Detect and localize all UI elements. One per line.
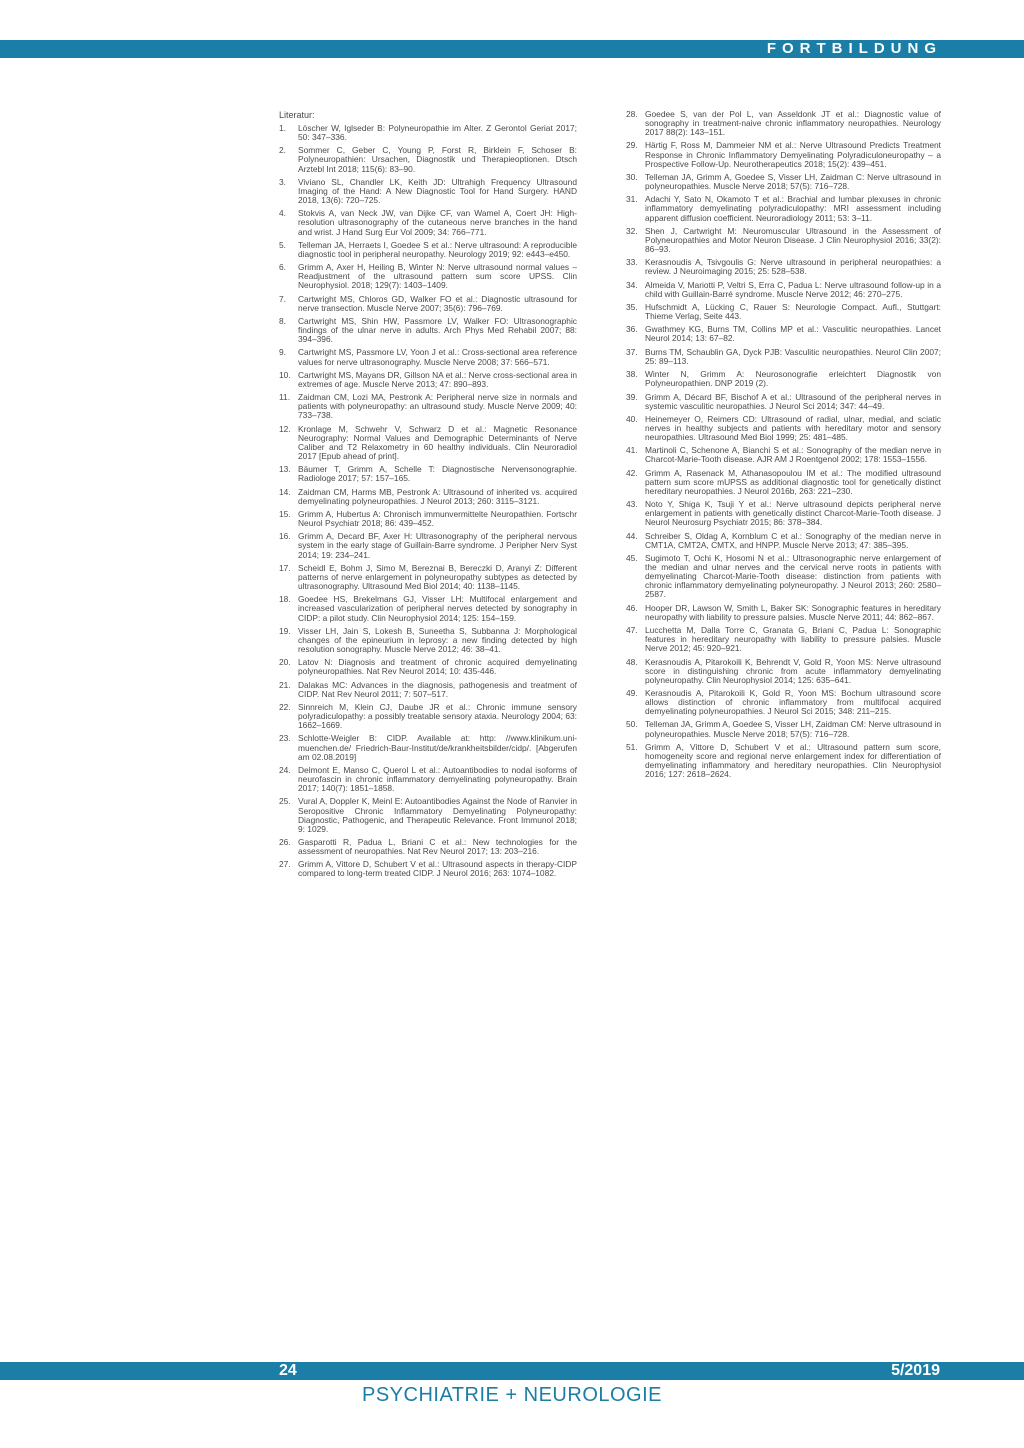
reference-item	[279, 564, 577, 591]
reference-number: 5.	[279, 239, 286, 250]
reference-item	[626, 415, 941, 442]
reference-item	[279, 860, 577, 878]
reference-item	[279, 393, 577, 420]
reference-text: Sinnreich M, Klein CJ, Daube JR et al.: Chronic immune sensory polyradiculopathy: a possibly treatable sensory ataxia. Neurology 2004; 63: 1662–1669.	[298, 702, 577, 731]
reference-text: Burns TM, Schaublin GA, Dyck PJB: Vasculitic neuropathies. Neurol Clin 2007; 25: 89–113.	[645, 346, 941, 366]
reference-item	[626, 348, 941, 366]
reference-item	[279, 797, 577, 833]
reference-item	[626, 554, 941, 599]
reference-number: 35.	[626, 302, 638, 312]
reference-text: Grimm A, Rasenack M, Athanasopoulou IM et al.: The modified ultrasound pattern sum score mUPSS as additional diagnostic tool for genetically distinct hereditary neuropathies. J Neurol 2016b, 263: 221–230.	[645, 467, 941, 496]
reference-number: 50.	[626, 719, 638, 730]
reference-number: 27.	[279, 859, 291, 870]
reference-text: Visser LH, Jain S, Lokesh B, Suneetha S, Subbanna J: Morphological changes of the epineurium in leprosy: a new finding detected by high resolution sonography. Muscle Nerve 2012; 46: 38–41.	[298, 625, 577, 654]
reference-text: Grimm A, Décard BF, Bischof A et al.: Ultrasound of the peripheral nerves in systemic vasculitic neuropathies. J Neurol Sci 2014; 347: 44–49.	[645, 391, 941, 411]
reference-text: Kronlage M, Schwehr V, Schwarz D et al.: Magnetic Resonance Neurography: Normal Values and Demographic Determinants of Nerve Caliber and T2 Relaxometry in 60 healthy individuals. Clin Neuroradiol 2017 [Epub ahead of print].	[298, 423, 577, 461]
references-column-left	[279, 110, 577, 883]
reference-number: 20.	[279, 657, 291, 668]
reference-text: Telleman JA, Grimm A, Goedee S, Visser LH, Zaidman CM: Nerve ultrasound in polyneuropathies. Muscle Nerve 2018; 57(5): 716–728.	[645, 719, 941, 739]
reference-item	[626, 446, 941, 464]
reference-number: 49.	[626, 688, 638, 698]
reference-text: Schreiber S, Oldag A, Kornblum C et al.: Sonography of the median nerve in CMT1A, CMT2A, CMTX, and HNPP. Muscle Nerve 2013; 47: 385–395.	[645, 530, 941, 550]
reference-text: Scheidl E, Bohm J, Simo M, Bereznai B, Bereczki D, Aranyi Z: Different patterns of nerve enlargement in polyneuropathy subtypes as detected by ultrasonography. Ultrasound Med Biol 2014; 40: 1138–1145.	[298, 562, 577, 592]
reference-item	[626, 141, 941, 168]
reference-number: 28.	[626, 109, 638, 119]
reference-item	[626, 500, 941, 527]
reference-number: 26.	[279, 836, 291, 847]
reference-item	[279, 838, 577, 856]
reference-text: Löscher W, Iglseder B: Polyneuropathie im Alter. Z Gerontol Geriat 2017; 50: 347–336.	[298, 123, 577, 143]
references-heading: Literatur:	[279, 110, 315, 120]
reference-text: Grimm A, Decard BF, Axer H: Ultrasonography of the peripheral nervous system in the early stage of Guillain-Barre syndrome. J Peripher Nerv Syst 2014; 19: 234–241.	[298, 531, 577, 560]
reference-item	[279, 658, 577, 676]
reference-text: Cartwright MS, Chloros GD, Walker FO et al.: Diagnostic ultrasound for nerve transection. Muscle Nerve 2007; 35(6): 796–769.	[298, 293, 577, 313]
reference-text: Schlotte-Weigler B: CIDP. Available at: http: //www.klinikum.uni-muenchen.de/ Friedrich-Baur-Institut/de/krankheitsbilder/cidp/. [Abgerufen am 02.08.2019]	[298, 733, 577, 762]
reference-item	[626, 110, 941, 137]
reference-number: 37.	[626, 346, 638, 357]
reference-item	[626, 626, 941, 653]
reference-item	[626, 325, 941, 343]
reference-text: Heinemeyer O, Reimers CD: Ultrasound of radial, ulnar, medial, and sciatic nerves in healthy subjects and patients with hereditary motor and sensory neuropathies. Ultrasound Med Biol 1999; 25: 481–485.	[645, 413, 941, 443]
reference-number: 7.	[279, 293, 286, 304]
reference-text: Gasparotti R, Padua L, Briani C et al.: New technologies for the assessment of neuropathies. Nat Rev Neurol 2017; 13: 203–216.	[298, 836, 577, 857]
reference-text: Latov N: Diagnosis and treatment of chronic acquired demyelinating polyneuropathies. Nat Rev Neurol 2014; 10: 435-446.	[298, 657, 577, 677]
section-label: FORTBILDUNG	[766, 40, 942, 57]
reference-number: 43.	[626, 499, 638, 510]
page-number: 24	[279, 1362, 297, 1379]
reference-item	[626, 743, 941, 779]
reference-text: Adachi Y, Sato N, Okamoto T et al.: Brachial and lumbar plexuses in chronic inflammatory demyelinating polyradiculopathy: MRI assessment including apparent diffusion coefficient. Neuroradiology 2011; 53: 3–11.	[645, 194, 941, 223]
reference-number: 15.	[279, 509, 291, 519]
reference-text: Hooper DR, Lawson W, Smith L, Baker SK: Sonographic features in hereditary neuropathy with liability to pressure palsies. Muscle Nerve 2011; 44: 862–867.	[645, 602, 941, 622]
reference-text: Almeida V, Mariotti P, Veltri S, Erra C, Padua L: Nerve ultrasound follow-up in a child with Guillain-Barré syndrome. Muscle Nerve 2012; 46: 270–275.	[645, 279, 941, 299]
reference-number: 38.	[626, 369, 638, 380]
reference-number: 31.	[626, 194, 638, 205]
reference-number: 47.	[626, 625, 638, 636]
reference-number: 44.	[626, 530, 638, 541]
reference-text: Telleman JA, Herraets I, Goedee S et al.: Nerve ultrasound: A reproducible diagnostic tool in peripheral neuropathy. Neurology 2019; 92: e443–e450.	[298, 239, 577, 259]
reference-number: 17.	[279, 562, 291, 573]
reference-item	[626, 370, 941, 388]
reference-item	[279, 348, 577, 366]
reference-text: Grimm A, Axer H, Heiling B, Winter N: Nerve ultrasound normal values – Readjustment of the ultrasound pattern sum score UPSS. Clin Neurophysiol. 2018; 129(7): 1403–1409.	[298, 262, 577, 291]
reference-number: 2.	[279, 145, 286, 156]
reference-item	[279, 317, 577, 344]
reference-text: Gwathmey KG, Burns TM, Collins MP et al.: Vasculitic neuropathies. Lancet Neurol 2014; 13: 67–82.	[645, 324, 941, 344]
reference-text: Härtig F, Ross M, Dammeier NM et al.: Nerve Ultrasound Predicts Treatment Response in Chronic Inflammatory Demyelinating Polyradiculoneuropathy – a Prospective Follow-Up. Neurotherapeutics 2018; 15(2): 439–451.	[645, 140, 941, 169]
reference-number: 45.	[626, 553, 638, 564]
reference-text: Zaidman CM, Harms MB, Pestronk A: Ultrasound of inherited vs. acquired demyelinating polyneuropathies. J Neurol 2013; 260: 3115–3121.	[298, 486, 577, 506]
reference-text: Noto Y, Shiga K, Tsuji Y et al.: Nerve ultrasound depicts peripheral nerve enlargement in patients with genetically distinct Charcot-Marie-Tooth disease. J Neurol Neurosurg Psychiatr 2015; 86: 378–384.	[645, 499, 941, 528]
reference-number: 6.	[279, 262, 286, 273]
reference-item	[279, 263, 577, 290]
reference-number: 21.	[279, 679, 291, 690]
reference-number: 46.	[626, 602, 638, 613]
reference-text: Cartwright MS, Passmore LV, Yoon J et al.: Cross-sectional area reference values for nerve ultrasonography. Muscle Nerve 2008; 37: 566–571.	[298, 347, 577, 367]
reference-item	[279, 595, 577, 622]
reference-text: Telleman JA, Grimm A, Goedee S, Visser LH, Zaidman C: Nerve ultrasound in polyneuropathies. Muscle Nerve 2018; 57(5): 716–728.	[645, 171, 941, 192]
reference-number: 4.	[279, 208, 286, 219]
reference-item	[279, 510, 577, 528]
reference-number: 41.	[626, 445, 638, 456]
issue-label: 5/2019	[891, 1362, 940, 1379]
reference-item	[626, 720, 941, 738]
reference-text: Martinoli C, Schenone A, Bianchi S et al.: Sonography of the median nerve in Charcot-Marie-Tooth disease. AJR AM J Roentgenol 2002; 178: 1553–1556.	[645, 445, 941, 465]
reference-number: 11.	[279, 392, 291, 403]
reference-text: Zaidman CM, Lozi MA, Pestronk A: Peripheral nerve size in normals and patients with polyneuropathy: an ultrasound study. Muscle Nerve 2009; 40: 733–738.	[298, 392, 577, 421]
reference-text: Sugimoto T, Ochi K, Hosomi N et al.: Ultrasonographic nerve enlargement of the median and ulnar nerves and the cervical nerve roots in patients with demyelinating Charcot-Marie-Tooth disease: distinction from patients with chronic inflammatory demyelinating polyneuropathy. J Neurol 2013; 260: 2580–2587.	[645, 553, 941, 600]
reference-number: 23.	[279, 733, 291, 744]
reference-text: Hufschmidt A, Lücking C, Rauer S: Neurologie Compact. Aufl., Stuttgart: Thieme Verlag, Seite 443.	[645, 302, 941, 322]
reference-item	[279, 703, 577, 730]
reference-number: 9.	[279, 347, 286, 358]
reference-text: Grimm A, Vittore D, Schubert V et al.: Ultrasound aspects in therapy-CIDP compared to long-term treated CIDP. J Neurol 2016; 263: 1074–1082.	[298, 859, 577, 879]
reference-number: 13.	[279, 464, 291, 475]
reference-text: Delmont E, Manso C, Querol L et al.: Autoantibodies to nodal isoforms of neurofascin in chronic inflammatory demyelinating polyneuropathy. Brain 2017; 140(7): 1851–1858.	[298, 764, 577, 794]
reference-item	[279, 146, 577, 173]
reference-number: 10.	[279, 369, 291, 380]
reference-number: 29.	[626, 140, 638, 151]
reference-number: 51.	[626, 741, 638, 752]
reference-number: 34.	[626, 279, 638, 290]
reference-item	[279, 488, 577, 506]
reference-item	[279, 532, 577, 559]
header-bar	[0, 40, 1024, 58]
reference-item	[279, 681, 577, 699]
footer-bar	[0, 1362, 1024, 1380]
reference-number: 32.	[626, 225, 638, 236]
reference-text: Goedee S, van der Pol L, van Asseldonk JT et al.: Diagnostic value of sonography in treatment-naive chronic inflammatory neuropathies. Neurology 2017 88(2): 143–151.	[645, 109, 941, 138]
journal-title: PSYCHIATRIE + NEUROLOGIE	[361, 1384, 663, 1406]
reference-item	[279, 425, 577, 461]
reference-number: 24.	[279, 764, 291, 775]
reference-number: 40.	[626, 413, 638, 424]
reference-item	[626, 227, 941, 254]
reference-item	[626, 281, 941, 299]
reference-text: Lucchetta M, Dalla Torre C, Granata G, Briani C, Padua L: Sonographic features in hereditary neuropathy with liability to pressure palsies. Muscle Nerve 2012; 45: 920–921.	[645, 625, 941, 654]
reference-list-left	[279, 124, 577, 879]
reference-text: Cartwright MS, Mayans DR, Gillson NA et al.: Nerve cross-sectional area in extremes of age. Muscle Nerve 2013; 47: 890–893.	[298, 369, 577, 389]
reference-text: Kerasnoudis A, Tsivgoulis G: Nerve ultrasound in peripheral neuropathies: a review. J Neuroimaging 2015; 25: 528–538.	[645, 257, 941, 277]
reference-number: 30.	[626, 171, 638, 182]
reference-text: Vural A, Doppler K, Meinl E: Autoantibodies Against the Node of Ranvier in Seropositive Chronic Inflammatory Demyelinating Polyneuropathy: Diagnostic, Pathogenic, and Therapeutic Relevance. Front Immunol 2018; 9: 1029.	[298, 796, 577, 834]
reference-item	[279, 766, 577, 793]
reference-item	[626, 658, 941, 685]
reference-number: 18.	[279, 594, 291, 605]
reference-item	[279, 465, 577, 483]
reference-item	[626, 689, 941, 716]
reference-number: 36.	[626, 324, 638, 335]
reference-text: Dalakas MC: Advances in the diagnosis, pathogenesis and treatment of CIDP. Nat Rev Neurol 2011; 7: 507–517.	[298, 679, 577, 699]
reference-text: Cartwright MS, Shin HW, Passmore LV, Walker FO: Ultrasonographic findings of the ulnar nerve in adults. Arch Phys Med Rehabil 2007; 88: 394–396.	[298, 316, 577, 345]
reference-number: 22.	[279, 702, 291, 712]
reference-item	[279, 371, 577, 389]
reference-text: Grimm A, Hubertus A: Chronisch immunvermittelte Neuropathien. Fortschr Neurol Psychiatr 2018; 86: 439–452.	[298, 509, 577, 529]
reference-number: 25.	[279, 796, 291, 807]
reference-text: Kerasnoudis A, Pitarokoili K, Gold R, Yoon MS: Bochum ultrasound score allows distinction of chronic inflammatory from multifocal acquired demyelinating polyneuropathies. J Neurol Sci 2015; 348: 211–215.	[645, 688, 941, 717]
reference-item	[626, 393, 941, 411]
reference-item	[626, 195, 941, 222]
reference-number: 16.	[279, 531, 291, 542]
reference-number: 19.	[279, 625, 291, 636]
reference-item	[279, 295, 577, 313]
reference-text: Shen J, Cartwright M: Neuromuscular Ultrasound in the Assessment of Polyneuropathies and Motor Neuron Disease. J Clin Neurophysiol 2016; 33(2): 86–93.	[645, 225, 941, 254]
reference-number: 1.	[279, 123, 286, 133]
reference-text: Grimm A, Vittore D, Schubert V et al.: Ultrasound pattern sum score, homogeneity score and regional nerve enlargement index for differentiation of demyelinating inflammatory and hereditary neuropathies. Clin Neurophysiol 2016; 127: 2618–2624.	[645, 741, 941, 780]
reference-item	[626, 604, 941, 622]
reference-item	[626, 258, 941, 276]
references-column-right	[626, 110, 941, 783]
reference-item	[626, 532, 941, 550]
reference-number: 42.	[626, 467, 638, 478]
reference-number: 8.	[279, 316, 286, 326]
reference-text: Kerasnoudis A, Pitarokoili K, Behrendt V, Gold R, Yoon MS: Nerve ultrasound score in distinguishing chronic from acute inflammatory demyelinating polyneuropathy. Clin Neurophysiol 2014; 125: 635–641.	[645, 656, 941, 685]
reference-number: 33.	[626, 257, 638, 268]
reference-text: Viviano SL, Chandler LK, Keith JD: Ultrahigh Frequency Ultrasound Imaging of the Hand: A New Diagnostic Tool for Hand Surgery. HAND 2018, 13(6): 720–725.	[298, 176, 577, 206]
reference-number: 3.	[279, 176, 286, 187]
reference-text: Sommer C, Geber C, Young P, Forst R, Birklein F, Schoser B: Polyneuropathien: Ursachen, Diagnostik und Therapieoptionen. Dtsch Arztebl Int 2018; 115(6): 83–90.	[298, 145, 577, 174]
reference-item	[626, 469, 941, 496]
reference-text: Winter N, Grimm A: Neurosonografie erleichtert Diagnostik von Polyneuropathien. DNP 2019 (2).	[645, 369, 941, 389]
reference-item	[279, 178, 577, 205]
reference-item	[279, 627, 577, 654]
reference-number: 48.	[626, 656, 638, 667]
reference-item	[279, 209, 577, 236]
reference-text: Bäumer T, Grimm A, Schelle T: Diagnostische Nervensonographie. Radiologe 2017; 57: 157–165.	[298, 464, 577, 484]
reference-item	[626, 173, 941, 191]
reference-item	[279, 124, 577, 142]
reference-item	[279, 241, 577, 259]
reference-item	[279, 734, 577, 761]
reference-text: Goedee HS, Brekelmans GJ, Visser LH: Multifocal enlargement and increased vascularization of peripheral nerves detected by sonography in CIDP: a pilot study. Clin Neurophysiol 2014; 125: 154–159.	[298, 594, 577, 623]
reference-number: 39.	[626, 391, 638, 402]
reference-text: Stokvis A, van Neck JW, van Dijke CF, van Wamel A, Coert JH: High-resolution ultrasonography of the cutaneous nerve branches in the hand and wrist. J Hand Surg Eur Vol 2009; 34: 766–771.	[298, 208, 577, 237]
reference-item	[626, 303, 941, 321]
reference-number: 12.	[279, 423, 291, 434]
reference-number: 14.	[279, 486, 291, 497]
reference-list-right	[626, 110, 941, 779]
